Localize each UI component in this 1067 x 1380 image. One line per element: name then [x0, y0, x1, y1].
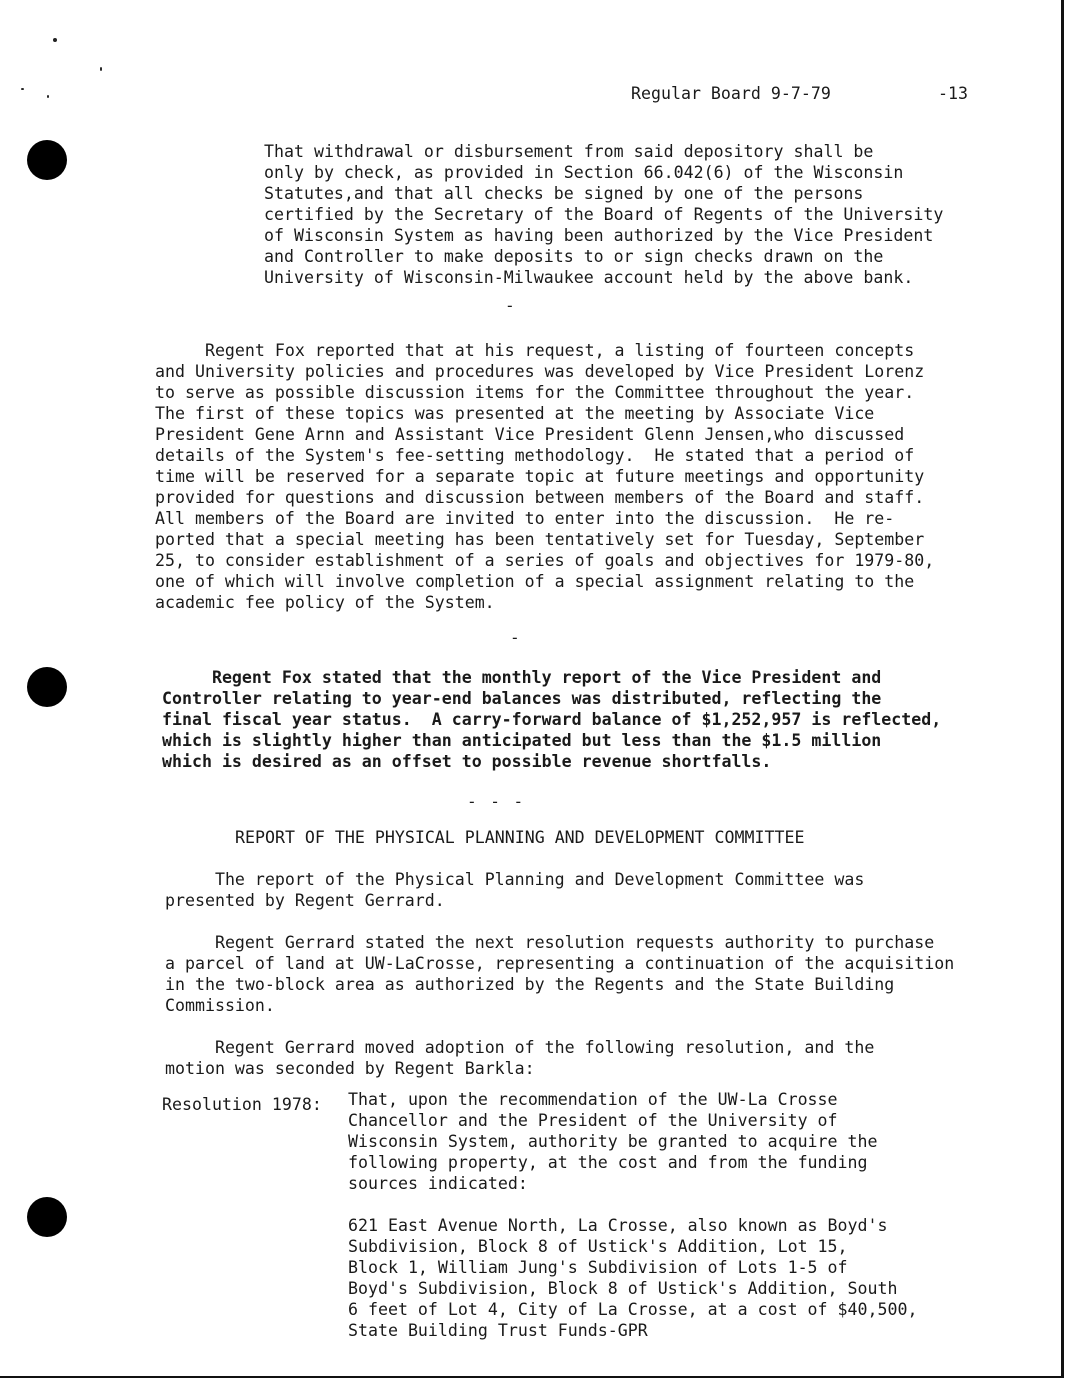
- text-line: That, upon the recommendation of the UW-La Crosse: [348, 1090, 838, 1109]
- text-line: Boyd's Subdivision, Block 8 of Ustick's Addition, South: [348, 1279, 898, 1298]
- header-title: Regular Board 9-7-79: [631, 84, 831, 103]
- text-line: a parcel of land at UW-LaCrosse, representing a continuation of the acquisition: [165, 954, 955, 973]
- text-line: academic fee policy of the System.: [155, 593, 495, 612]
- text-line: University of Wisconsin-Milwaukee account held by the above bank.: [264, 268, 914, 287]
- text-line: 6 feet of Lot 4, City of La Crosse, at a cost of $40,500,: [348, 1300, 918, 1319]
- text-line: Statutes,and that all checks be signed by one of the persons: [264, 184, 864, 203]
- text-line: in the two-block area as authorized by the Regents and the State Building: [165, 975, 895, 994]
- text-line: and University policies and procedures was developed by Vice President Lorenz: [155, 362, 925, 381]
- text-line: final fiscal year status. A carry-forward balance of $1,252,957 is reflected,: [162, 710, 942, 729]
- text-line: Controller relating to year-end balances was distributed, reflecting the: [162, 689, 882, 708]
- text-line: which is slightly higher than anticipated but less than the $1.5 million: [162, 731, 882, 750]
- scan-speck: [100, 67, 102, 71]
- text-line: time will be reserved for a separate topic at future meetings and opportunity: [155, 467, 925, 486]
- scan-speck: [53, 38, 57, 42]
- text-line: motion was seconded by Regent Barkla:: [165, 1059, 535, 1078]
- text-line: provided for questions and discussion between members of the Board and staff.: [155, 488, 925, 507]
- text-line: 621 East Avenue North, La Crosse, also known as Boyd's: [348, 1216, 888, 1235]
- text-line: Block 1, William Jung's Subdivision of Lots 1-5 of: [348, 1258, 848, 1277]
- punch-hole-top: [27, 140, 67, 180]
- section-heading: REPORT OF THE PHYSICAL PLANNING AND DEVELOPMENT COMMITTEE: [235, 828, 805, 847]
- separator-dash: -: [505, 296, 515, 315]
- punch-hole-middle: [27, 667, 67, 707]
- separator-dashes: - - -: [467, 792, 526, 811]
- text-line: 25, to consider establishment of a series of goals and objectives for 1979-80,: [155, 551, 935, 570]
- text-line: Wisconsin System, authority be granted to acquire the: [348, 1132, 878, 1151]
- text-line: The first of these topics was presented at the meeting by Associate Vice: [155, 404, 875, 423]
- scan-speck: [21, 88, 24, 90]
- resolution-label: Resolution 1978:: [162, 1095, 322, 1114]
- text-line: ported that a special meeting has been tentatively set for Tuesday, September: [155, 530, 925, 549]
- page-number: -13: [938, 84, 968, 103]
- punch-hole-bottom: [27, 1197, 67, 1237]
- text-line: State Building Trust Funds-GPR: [348, 1321, 648, 1340]
- text-line: Subdivision, Block 8 of Ustick's Addition, Lot 15,: [348, 1237, 848, 1256]
- text-line: only by check, as provided in Section 66.042(6) of the Wisconsin: [264, 163, 904, 182]
- text-line: details of the System's fee-setting methodology. He stated that a period of: [155, 446, 915, 465]
- text-line: presented by Regent Gerrard.: [165, 891, 445, 910]
- scan-speck: [47, 95, 49, 98]
- text-line: All members of the Board are invited to enter into the discussion. He re-: [155, 509, 895, 528]
- text-line: Commission.: [165, 996, 275, 1015]
- text-line: That withdrawal or disbursement from said depository shall be: [264, 142, 874, 161]
- text-line: Chancellor and the President of the University of: [348, 1111, 838, 1130]
- text-line: The report of the Physical Planning and Development Committee was: [165, 870, 865, 889]
- text-line: certified by the Secretary of the Board of Regents of the University: [264, 205, 944, 224]
- separator-dash: -: [510, 628, 520, 647]
- text-line: following property, at the cost and from the funding: [348, 1153, 868, 1172]
- text-line: and Controller to make deposits to or sign checks drawn on the: [264, 247, 884, 266]
- text-line: sources indicated:: [348, 1174, 528, 1193]
- text-line: Regent Fox stated that the monthly report of the Vice President and: [162, 668, 882, 687]
- text-line: Regent Gerrard moved adoption of the following resolution, and the: [165, 1038, 875, 1057]
- text-line: of Wisconsin System as having been authorized by the Vice President: [264, 226, 934, 245]
- text-line: to serve as possible discussion items for the Committee throughout the year.: [155, 383, 915, 402]
- text-line: Regent Fox reported that at his request, a listing of fourteen concepts: [155, 341, 915, 360]
- text-line: President Gene Arnn and Assistant Vice President Glenn Jensen,who discussed: [155, 425, 905, 444]
- text-line: which is desired as an offset to possible revenue shortfalls.: [162, 752, 772, 771]
- text-line: one of which will involve completion of a special assignment relating to the: [155, 572, 915, 591]
- text-line: Regent Gerrard stated the next resolution requests authority to purchase: [165, 933, 935, 952]
